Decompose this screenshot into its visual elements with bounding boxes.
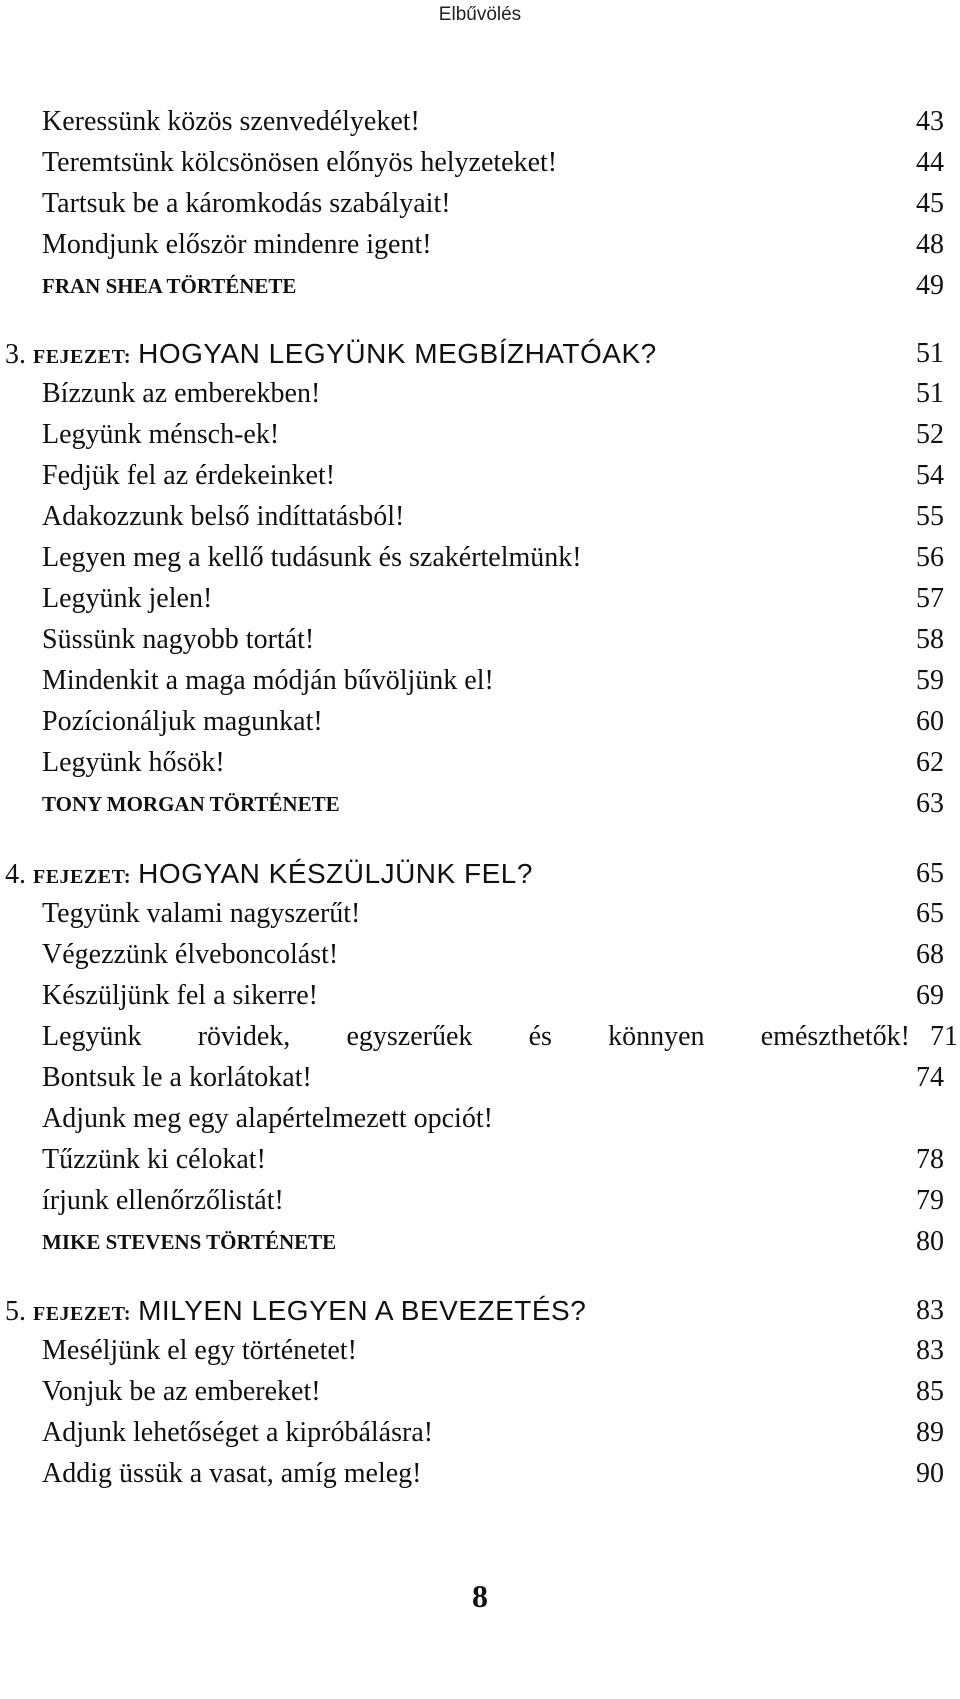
toc-entry [42,620,944,660]
toc-entry-title: Legyünk hősök! [42,747,225,778]
toc-entry-page: 74 [916,1062,944,1093]
toc-entry-title: Legyünk ménsch-ek! [42,419,280,450]
chapter-prefix: FEJEZET: [33,1303,132,1325]
chapter-heading-text: HOGYAN KÉSZÜLJÜNK FEL? [138,858,533,889]
chapter-heading-text: HOGYAN LEGYÜNK MEGBÍZHATÓAK? [138,338,657,369]
toc-entry [42,743,944,783]
toc-entry [42,1017,958,1057]
toc-entry-title: Mondjunk először mindenre igent! [42,229,432,260]
toc-story-title: TONY MORGAN TÖRTÉNETE [42,792,340,816]
toc-entry [42,1099,922,1139]
toc-entry-title: Legyünk jelen! [42,583,213,614]
chapter-heading [5,334,944,374]
toc-story-entry [42,784,944,824]
toc-entry-title: Készüljünk fel a sikerre! [42,980,318,1011]
toc-entry-page: 71 [930,1021,958,1052]
toc-entry-title: Legyünk rövidek, egyszerűek és könnyen emészthetők! [42,1021,910,1052]
toc-entry-title: Süssünk nagyobb tortát! [42,624,315,655]
toc-entry [42,538,944,578]
toc-entry-title: Tegyünk valami nagyszerűt! [42,898,361,929]
toc-entry-page: 79 [916,1185,944,1216]
toc-entry-title: Adakozzunk belső indíttatásból! [42,501,405,532]
toc-entry [42,1181,944,1221]
toc-entry-page: 43 [916,106,944,137]
toc-entry-page: 62 [916,747,944,778]
toc-entry-page: 51 [916,338,944,369]
toc-entry [42,1058,944,1098]
toc-entry-page: 78 [916,1144,944,1175]
toc-entry-page: 44 [916,147,944,178]
chapter-heading [5,1291,944,1331]
toc-entry-page: 54 [916,460,944,491]
toc-entry-page: 55 [916,501,944,532]
toc-entry-page: 58 [916,624,944,655]
running-header: Elbűvölés [438,4,522,25]
toc-entry [42,415,944,455]
toc-entry [42,1331,944,1371]
toc-entry-title: Legyen meg a kellő tudásunk és szakértelmünk! [42,542,582,573]
toc-entry-page: 83 [916,1335,944,1366]
toc-entry-title: Adjunk lehetőséget a kipróbálásra! [42,1417,434,1448]
toc-entry [42,1413,944,1453]
toc-entry-title: Meséljünk el egy történetet! [42,1335,357,1366]
toc-entry-page: 68 [916,939,944,970]
page-number: 8 [472,1578,488,1614]
toc-entry [42,661,944,701]
toc-entry-page: 45 [916,188,944,219]
toc-entry-title: írjunk ellenőrzőlistát! [42,1185,284,1216]
toc-story-title: FRAN SHEA TÖRTÉNETE [42,274,297,298]
toc-entry-title: Végezzünk élveboncolást! [42,939,339,970]
toc-entry-title: Tartsuk be a káromkodás szabályait! [42,188,451,219]
toc-entry-title: Bontsuk le a korlátokat! [42,1062,312,1093]
chapter-number: 5. [5,1296,26,1327]
toc-entry-title: Mindenkit a maga módján bűvöljünk el! [42,665,494,696]
toc-entry-page: 63 [916,788,944,819]
toc-entry-page: 69 [916,980,944,1011]
toc-entry [42,702,944,742]
chapter-title [5,1291,586,1334]
chapter-heading-text: MILYEN LEGYEN A BEVEZETÉS? [138,1295,587,1326]
chapter-heading [5,854,944,894]
toc-entry-page: 57 [916,583,944,614]
toc-entry [42,1372,944,1412]
toc-entry-page: 85 [916,1376,944,1407]
toc-entry [42,143,944,183]
toc-entry-page: 59 [916,665,944,696]
toc-entry-page: 60 [916,706,944,737]
toc-entry-title: Adjunk meg egy alapértelmezett opciót! [42,1103,493,1134]
toc-entry-page: 65 [916,898,944,929]
toc-entry [42,935,944,975]
toc-entry [42,894,944,934]
toc-entry [42,1454,944,1494]
toc-entry-title: Teremtsünk kölcsönösen előnyös helyzeteket! [42,147,558,178]
toc-entry-title: Fedjük fel az érdekeinket! [42,460,336,491]
toc-entry-page: 52 [916,419,944,450]
toc-entry [42,374,944,414]
toc-entry-page: 56 [916,542,944,573]
toc-entry-title: Tűzzünk ki célokat! [42,1144,266,1175]
toc-entry-page: 80 [916,1226,944,1257]
toc-entry [42,497,944,537]
toc-entry [42,456,944,496]
toc-entry-page: 83 [916,1295,944,1326]
toc-entry-title: Bízzunk az emberekben! [42,378,321,409]
chapter-number: 3. [5,339,26,370]
toc-story-entry [42,1222,944,1262]
toc-entry-page: 65 [916,858,944,889]
toc-entry [42,184,944,224]
toc-entry-title: Pozícionáljuk magunkat! [42,706,323,737]
toc-entry-page: 90 [916,1458,944,1489]
toc-entry [42,1140,944,1180]
toc-entry-page: 48 [916,229,944,260]
toc-entry [42,225,944,265]
toc-entry-title: Keressünk közös szenvedélyeket! [42,106,420,137]
chapter-prefix: FEJEZET: [33,866,132,888]
toc-entry-title: Vonjuk be az embereket! [42,1376,321,1407]
chapter-prefix: FEJEZET: [33,346,132,368]
chapter-title [5,854,533,897]
toc-entry [42,976,944,1016]
chapter-title [5,334,657,377]
toc-entry [42,579,944,619]
toc-entry-page: 49 [916,270,944,301]
chapter-number: 4. [5,859,26,890]
toc-story-entry [42,266,944,306]
toc-entry-title: Addig üssük a vasat, amíg meleg! [42,1458,422,1489]
toc-story-title: MIKE STEVENS TÖRTÉNETE [42,1230,337,1254]
toc-entry [42,102,944,142]
toc-entry-page: 89 [916,1417,944,1448]
toc-entry-page: 51 [916,378,944,409]
